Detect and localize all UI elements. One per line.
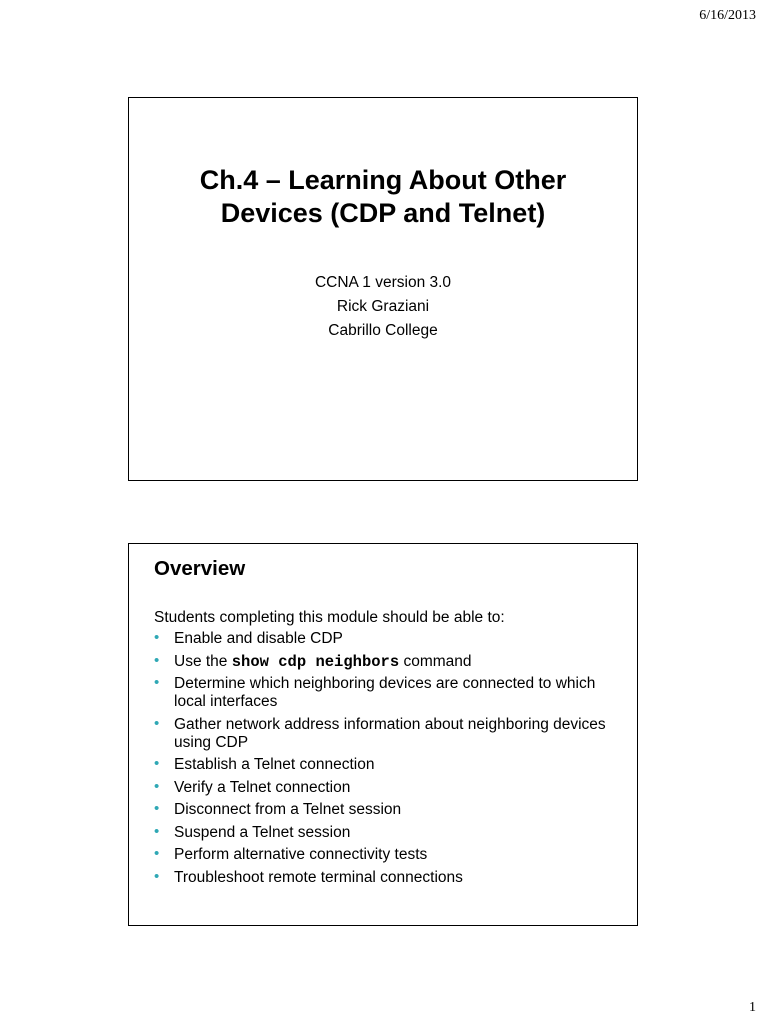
title-slide bbox=[128, 97, 638, 481]
list-item: • Verify a Telnet connection bbox=[154, 777, 351, 796]
list-item: • Use the show cdp neighbors command bbox=[154, 651, 472, 671]
bullet-icon: • bbox=[154, 755, 160, 772]
bullet-icon: • bbox=[154, 822, 160, 840]
list-item: • Establish a Telnet connection bbox=[154, 755, 375, 773]
overview-intro: Students completing this module should be able to: bbox=[154, 609, 505, 626]
list-item: • Suspend a Telnet session bbox=[154, 822, 351, 841]
bullet-icon: • bbox=[154, 714, 160, 732]
bullet-icon: • bbox=[154, 800, 160, 817]
bullet-icon: • bbox=[154, 867, 160, 885]
list-item: • Determine which neighboring devices are connected to which local interfaces bbox=[154, 674, 596, 710]
bullet-icon: • bbox=[154, 777, 160, 795]
objectives-list bbox=[154, 630, 614, 891]
list-item: • Troubleshoot remote terminal connections bbox=[154, 867, 463, 886]
list-item: • Disconnect from a Telnet session bbox=[154, 800, 402, 818]
author-name: Rick Graziani bbox=[336, 298, 430, 315]
list-item: • Perform alternative connectivity tests bbox=[154, 845, 428, 863]
bullet-icon: • bbox=[154, 674, 160, 691]
course-name: CCNA 1 version 3.0 bbox=[314, 274, 452, 291]
institution-name: Cabrillo College bbox=[328, 322, 438, 339]
slide-title-line-1: Ch.4 – Learning About Other bbox=[199, 165, 567, 195]
page-date: 6/16/2013 bbox=[699, 8, 756, 23]
command-text: show cdp neighbors bbox=[231, 652, 400, 671]
bullet-icon: • bbox=[154, 845, 160, 862]
overview-title: Overview bbox=[154, 557, 246, 580]
slide-title-line-2: Devices (CDP and Telnet) bbox=[220, 198, 546, 228]
overview-slide bbox=[128, 543, 638, 926]
page-number: 1 bbox=[749, 1000, 756, 1015]
list-item: • Gather network address information about neighboring devices using CDP bbox=[154, 714, 606, 751]
bullet-icon: • bbox=[154, 629, 160, 646]
slide-title bbox=[129, 164, 637, 230]
list-item: • Enable and disable CDP bbox=[154, 629, 343, 647]
slide-subtitle bbox=[129, 271, 637, 343]
bullet-icon: • bbox=[154, 651, 160, 669]
